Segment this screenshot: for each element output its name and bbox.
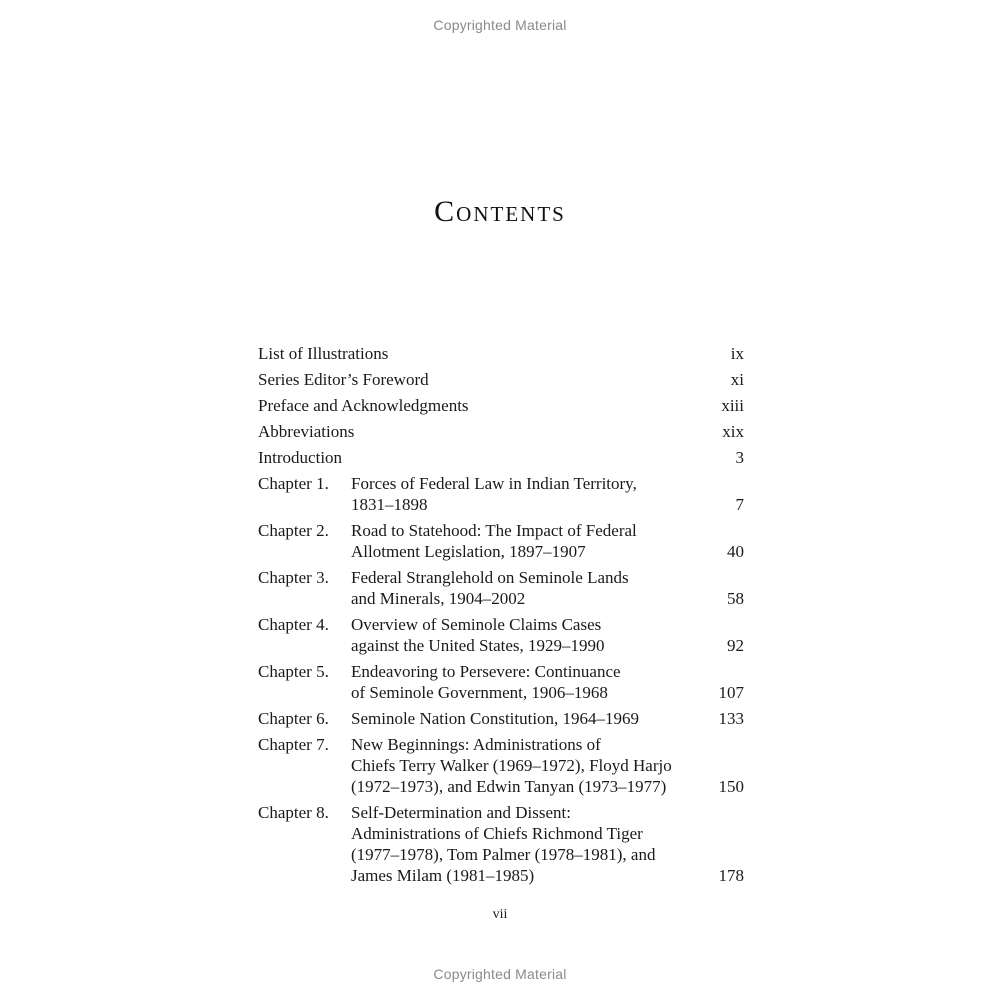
toc-entry-title: Abbreviations [258, 422, 355, 441]
chapter-title-line: James Milam (1981–1985) [351, 866, 535, 885]
table-of-contents [258, 343, 744, 891]
chapter-title-line: Forces of Federal Law in Indian Territory, [351, 474, 637, 493]
toc-entry-title: Introduction [258, 448, 343, 467]
chapter-entry [258, 614, 744, 656]
chapter-label: Chapter 7. [258, 735, 329, 754]
chapter-page: 58 [727, 589, 744, 608]
chapter-title [351, 567, 694, 609]
page-title: Contents [434, 195, 566, 228]
chapter-label: Chapter 6. [258, 709, 329, 728]
chapter-title-line: Self-Determination and Dissent: [351, 803, 572, 822]
chapter-page: 133 [718, 709, 744, 728]
front-matter-list [258, 343, 744, 468]
toc-entry [258, 369, 744, 390]
chapter-entry [258, 708, 744, 729]
chapter-title-line: Federal Stranglehold on Seminole Lands [351, 568, 629, 587]
chapter-page: 178 [718, 866, 744, 885]
chapter-title-line: New Beginnings: Administrations of [351, 735, 601, 754]
chapter-entry [258, 661, 744, 703]
chapter-entry [258, 802, 744, 886]
chapter-label: Chapter 2. [258, 521, 329, 540]
copyright-watermark-bottom: Copyrighted Material [433, 966, 567, 982]
toc-entry [258, 421, 744, 442]
chapter-title [351, 614, 694, 656]
chapter-title-line: 1831–1898 [351, 495, 428, 514]
toc-entry [258, 343, 744, 364]
toc-entry [258, 395, 744, 416]
chapter-label: Chapter 8. [258, 803, 329, 822]
chapter-title-line: (1972–1973), and Edwin Tanyan (1973–1977) [351, 777, 667, 796]
chapter-page: 92 [727, 636, 744, 655]
chapter-label: Chapter 3. [258, 568, 329, 587]
chapter-title-line: Road to Statehood: The Impact of Federal [351, 521, 637, 540]
chapter-title [351, 708, 694, 729]
chapter-title-line: (1977–1978), Tom Palmer (1978–1981), and [351, 845, 656, 864]
toc-entry-page: 3 [735, 448, 744, 467]
chapter-title-line: Allotment Legislation, 1897–1907 [351, 542, 586, 561]
toc-entry-page: ix [730, 344, 744, 363]
chapter-title [351, 520, 694, 562]
toc-entry [258, 447, 744, 468]
chapter-page: 7 [735, 495, 744, 514]
chapter-list [258, 473, 744, 886]
chapter-title-line: Administrations of Chiefs Richmond Tiger [351, 824, 643, 843]
chapter-label: Chapter 5. [258, 662, 329, 681]
chapter-page: 40 [727, 542, 744, 561]
chapter-label: Chapter 1. [258, 474, 329, 493]
toc-entry-page: xiii [721, 396, 744, 415]
toc-entry-title: List of Illustrations [258, 344, 389, 363]
chapter-entry [258, 734, 744, 797]
chapter-title-line: and Minerals, 1904–2002 [351, 589, 526, 608]
chapter-title-line: against the United States, 1929–1990 [351, 636, 605, 655]
chapter-title-line: Chiefs Terry Walker (1969–1972), Floyd Harjo [351, 756, 672, 775]
toc-entry-page: xix [722, 422, 744, 441]
toc-entry-page: xi [730, 370, 744, 389]
chapter-title [351, 802, 694, 886]
toc-entry-title: Preface and Acknowledgments [258, 396, 469, 415]
chapter-page: 107 [718, 683, 744, 702]
chapter-title-line: Overview of Seminole Claims Cases [351, 615, 602, 634]
chapter-title [351, 473, 694, 515]
toc-entry-title: Series Editor’s Foreword [258, 370, 429, 389]
chapter-entry [258, 473, 744, 515]
chapter-label: Chapter 4. [258, 615, 329, 634]
chapter-entry [258, 567, 744, 609]
chapter-page: 150 [718, 777, 744, 796]
chapter-title [351, 734, 694, 797]
chapter-title-line: of Seminole Government, 1906–1968 [351, 683, 608, 702]
chapter-title-line: Seminole Nation Constitution, 1964–1969 [351, 709, 640, 728]
chapter-entry [258, 520, 744, 562]
chapter-title [351, 661, 694, 703]
chapter-title-line: Endeavoring to Persevere: Continuance [351, 662, 621, 681]
page-number: vii [492, 907, 508, 922]
copyright-watermark-top: Copyrighted Material [433, 17, 567, 33]
